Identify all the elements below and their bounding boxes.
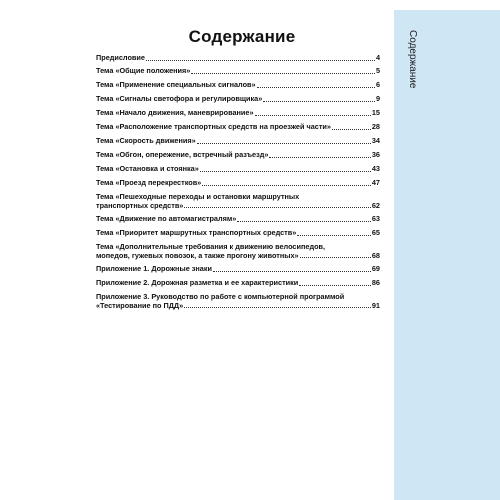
toc-entry[interactable] [96,179,380,188]
dot-leader [269,156,370,158]
toc-entry[interactable] [96,243,380,260]
toc-page-number: 63 [371,214,380,223]
toc-page-number: 47 [371,178,380,187]
toc-page-number: 43 [371,164,380,173]
toc-entry[interactable] [96,165,380,174]
toc-entry-title: Тема «Проезд перекрестков» [96,178,202,187]
toc-entry-title: Тема «Обгон, опережение, встречный разъезд» [96,150,269,159]
toc-entry[interactable] [96,123,380,132]
toc-entry-title: Приложение 1. Дорожные знаки [96,264,213,273]
toc-page-number: 36 [371,150,380,159]
toc-entry-title: Предисловие [96,53,145,62]
toc-page-number: 5 [375,66,380,75]
toc-entry-title-line: «Тестирование по ПДД» [96,300,184,310]
dot-leader [197,142,371,144]
toc-entry[interactable] [96,151,380,160]
toc-entry[interactable] [96,109,380,118]
toc-page-number: 4 [375,53,380,62]
toc-entry-title-line: Тема «Дополнительные требования к движению велосипедов, [96,242,326,251]
toc-entry-title-line: Приложение 3. Руководство по работе с компьютерной программой [96,292,345,301]
toc-entry[interactable] [96,215,380,224]
toc-entry[interactable] [96,67,380,76]
toc-entry-title: Тема «Скорость движения» [96,136,196,145]
toc-entry[interactable] [96,54,380,63]
dot-leader [297,234,371,236]
toc-entry-title-line: транспортных средств» [96,200,184,210]
toc-entry[interactable] [96,95,380,104]
toc-entry-title: Тема «Общие положения» [96,66,191,75]
dot-leader [332,128,371,130]
dot-leader [263,100,375,102]
toc-page-number: 6 [375,80,380,89]
dot-leader [255,114,371,116]
side-tab-label: Содержание [407,30,418,89]
dot-leader [213,270,371,272]
toc-page-number: 28 [371,122,380,131]
toc-entry[interactable] [96,193,380,210]
toc-entry-title: Тема «Остановка и стоянка» [96,164,199,173]
toc-entry[interactable] [96,279,380,288]
toc-page-number: 65 [371,228,380,237]
dot-leader [299,284,371,286]
toc-page-number: 15 [371,108,380,117]
toc-entry-title: Тема «Начало движения, маневрирование» [96,108,254,117]
toc-entry-title: Тема «Применение специальных сигналов» [96,80,256,89]
toc-entry[interactable] [96,137,380,146]
dot-leader [191,72,375,74]
dot-leader [237,220,371,222]
toc-page-number: 91 [371,300,380,310]
toc-page-number: 86 [371,278,380,287]
dot-leader [184,306,371,308]
toc-page-number: 62 [371,200,380,210]
toc-entry-title: Тема «Приоритет маршрутных транспортных средств» [96,228,297,237]
toc-entry-title: Тема «Движение по автомагистралям» [96,214,237,223]
toc-page-number: 68 [371,250,380,260]
dot-leader [146,59,375,61]
toc-entry[interactable] [96,265,380,274]
dot-leader [200,170,371,172]
toc-page-number: 9 [375,94,380,103]
toc-page-number: 34 [371,136,380,145]
dot-leader [184,206,371,208]
toc-entry[interactable] [96,81,380,90]
toc-page-number: 69 [371,264,380,273]
dot-leader [202,184,371,186]
toc-entry-title: Тема «Сигналы светофора и регулировщика» [96,94,263,103]
dot-leader [257,86,375,88]
toc-entry[interactable] [96,293,380,310]
toc-entry[interactable] [96,229,380,238]
toc-entry-title-line: мопедов, гужевых повозок, а также прогону животных» [96,250,299,260]
toc-entry-title: Тема «Расположение транспортных средств на проезжей части» [96,122,331,131]
dot-leader [300,256,371,258]
page-title: Содержание [188,27,296,46]
toc-entry-title-line: Тема «Пешеходные переходы и остановки маршрутных [96,192,300,201]
table-of-contents [96,54,380,310]
toc-entry-title: Приложение 2. Дорожная разметка и ее характеристики [96,278,299,287]
